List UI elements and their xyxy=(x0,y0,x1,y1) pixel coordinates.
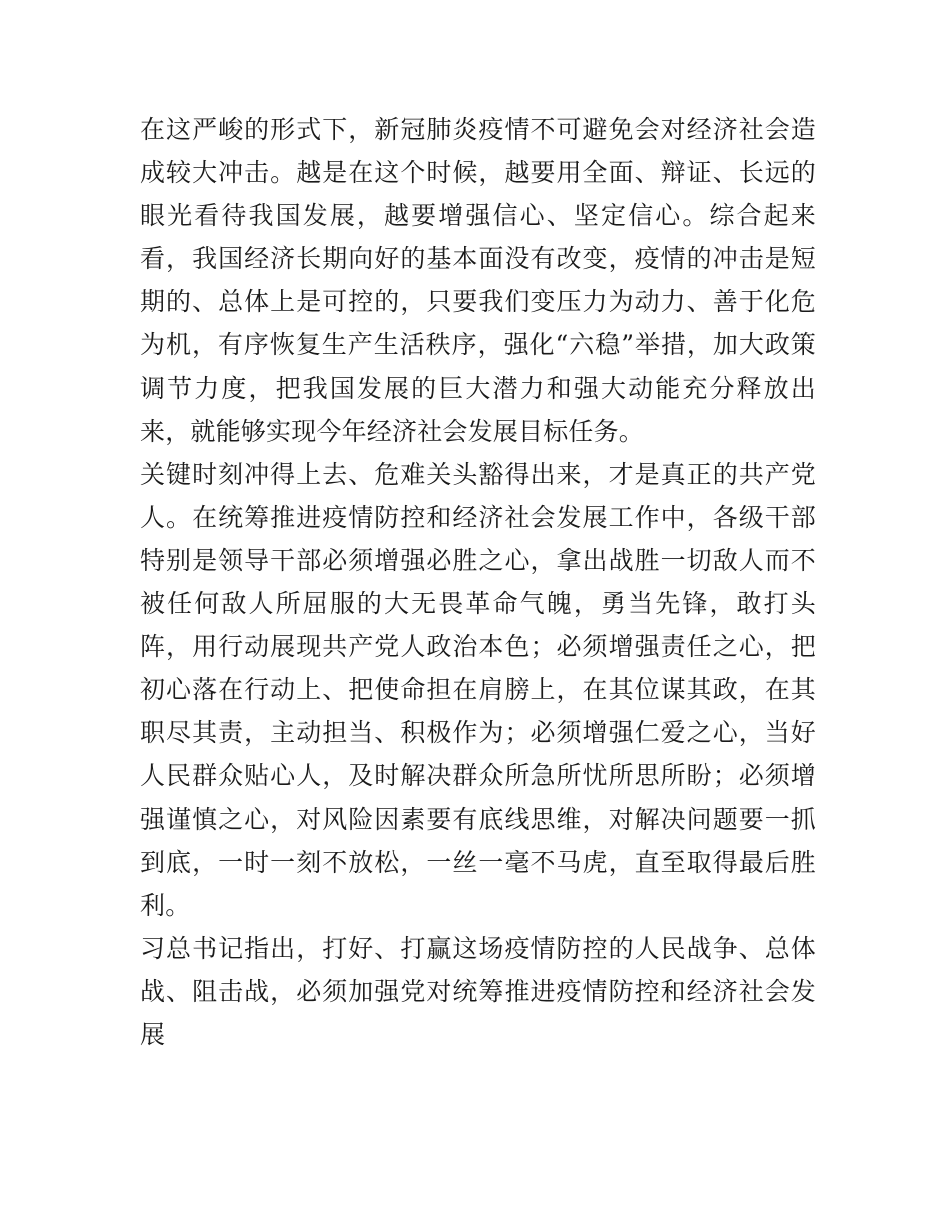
paragraph-1: 在这严峻的形式下，新冠肺炎疫情不可避免会对经济社会造成较大冲击。越是在这个时候，越要用全面、辩证、长远的眼光看待我国发展，越要增强信心、坚定信心。综合起来看，我国经济长期向好的基本面没有改变，疫情的冲击是短期的、总体上是可控的，只要我们变压力为动力、善于化危为机，有序恢复生产生活秩序，强化“六稳”举措，加大政策调节力度，把我国发展的巨大潜力和强大动能充分释放出来，就能够实现今年经济社会发展目标任务。 xyxy=(140,115,816,446)
document-body xyxy=(140,108,816,1056)
paragraph-2: 关键时刻冲得上去、危难关头豁得出来，才是真正的共产党人。在统筹推进疫情防控和经济社会发展工作中，各级干部特别是领导干部必须增强必胜之心，拿出战胜一切敌人而不被任何敌人所屈服的大无畏革命气魄，勇当先锋，敢打头阵，用行动展现共产党人政治本色；必须增强责任之心，把初心落在行动上、把使命担在肩膀上，在其位谋其政，在其职尽其责，主动担当、积极作为；必须增强仁爱之心，当好人民群众贴心人，及时解决群众所急所忧所思所盼；必须增强谨慎之心，对风险因素要有底线思维，对解决问题要一抓到底，一时一刻不放松，一丝一毫不马虎，直至取得最后胜利。 xyxy=(140,459,816,920)
paragraph-3: 习总书记指出，打好、打赢这场疫情防控的人民战争、总体战、阻击战，必须加强党对统筹推进疫情防控和经济社会发展 xyxy=(140,933,816,1049)
